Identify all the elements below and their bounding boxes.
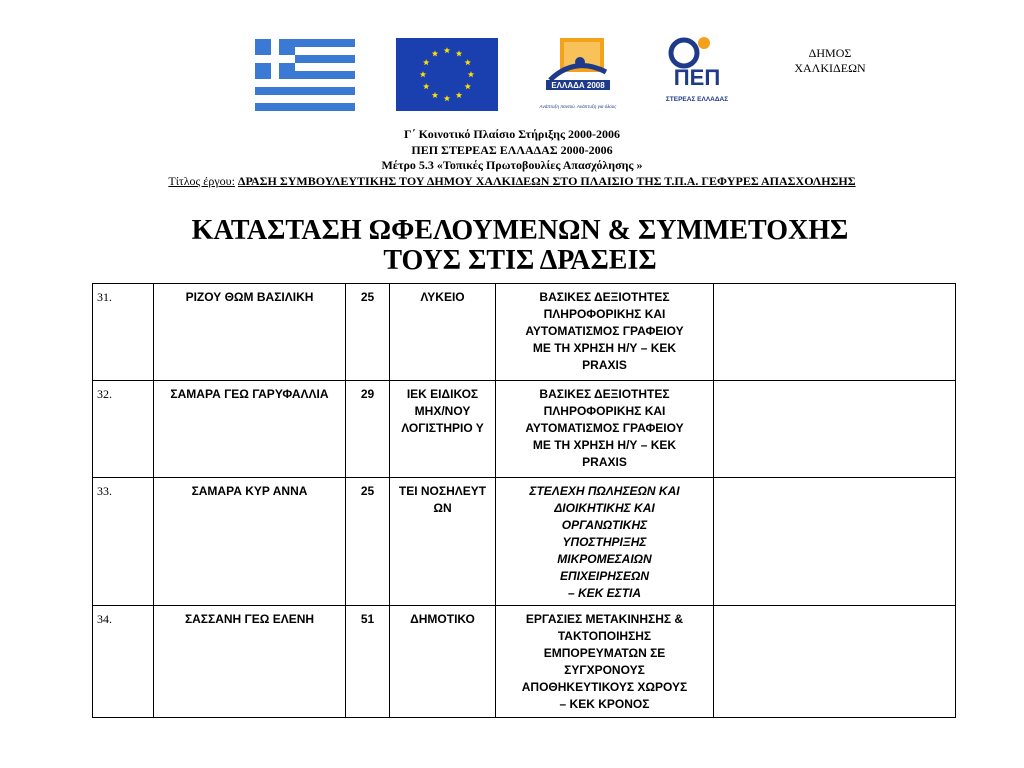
activity-line: ΠΛΗΡΟΦΟΡΙΚΗΣ ΚΑΙ (543, 307, 666, 321)
activity-line: ΜΙΚΡΟΜΕΣΑΙΩΝ (557, 552, 652, 566)
table-row (93, 478, 956, 606)
eu-flag (396, 38, 498, 111)
header-program: ΠΕΠ ΣΤΕΡΕΑΣ ΕΛΛΑΔΑΣ 2000-2006 (411, 142, 613, 157)
project-title (0, 174, 1024, 190)
pep-logo-subtitle: ΣΤΕΡΕΑΣ ΕΛΛΑΔΑΣ (665, 96, 729, 103)
pep-logo-title: ΠΕΠ (673, 65, 721, 90)
beneficiary-name: ΣΑΜΑΡΑ ΚΥΡ ΑΝΝΑ (154, 478, 346, 606)
beneficiary-age: 25 (346, 284, 390, 381)
greek-flag (255, 39, 355, 111)
page-title-line1: ΚΑΤΑΣΤΑΣΗ ΩΦΕΛΟΥΜΕΝΩΝ & ΣΥΜΜΕΤΟΧΗΣ (191, 215, 849, 246)
activity-line: ΥΠΟΣΤΗΡΙΞΗΣ (562, 535, 647, 549)
table-row (93, 284, 956, 381)
activity-line: – ΚΕΚ ΕΣΤΙΑ (567, 586, 642, 600)
header-measure: Μέτρο 5.3 «Τοπικές Πρωτοβουλίες Απασχόλησης » (381, 158, 643, 172)
activity-line: PRAXIS (582, 358, 627, 372)
activity-line: ΑΥΤΟΜΑΤΙΣΜΟΣ ΓΡΑΦΕΙΟΥ (525, 324, 684, 338)
page-title (0, 216, 1024, 276)
activity-line: ΒΑΣΙΚΕΣ ΔΕΞΙΟΤΗΤΕΣ (539, 290, 670, 304)
empty-cell (714, 284, 956, 381)
beneficiary-age: 29 (346, 381, 390, 478)
beneficiary-age: 25 (346, 478, 390, 606)
header-framework: Γ΄ Κοινοτικό Πλαίσιο Στήριξης 2000-2006 (404, 127, 620, 141)
table-row (93, 606, 956, 718)
activity-line: ΜΕ ΤΗ ΧΡΗΣΗ Η/Υ – ΚΕΚ (532, 341, 677, 355)
row-number: 32. (93, 381, 154, 478)
activity-line: ΣΥΓΧΡΟΝΟΥΣ (564, 663, 645, 677)
row-number: 31. (93, 284, 154, 381)
beneficiary-activity (496, 381, 714, 478)
empty-cell (714, 606, 956, 718)
pep-logo (664, 35, 730, 111)
logo-2008-slogan: Ανάπτυξη παντού. Ανάπτυξη για όλους (539, 104, 617, 109)
empty-cell (714, 381, 956, 478)
activity-line: ΑΥΤΟΜΑΤΙΣΜΟΣ ΓΡΑΦΕΙΟΥ (525, 421, 684, 435)
activity-line: ΔΙΟΙΚΗΤΙΚΗΣ ΚΑΙ (554, 501, 655, 515)
activity-line: ΕΠΙΧΕΙΡΗΣΕΩΝ (559, 569, 650, 583)
program-header (0, 127, 1024, 189)
page-title-line2: ΤΟΥΣ ΣΤΙΣ ΔΡΑΣΕΙΣ (383, 245, 657, 276)
greece-2008-logo (520, 36, 630, 114)
activity-line: ΑΠΟΘΗΚΕΥΤΙΚΟΥΣ ΧΩΡΟΥΣ (521, 680, 688, 694)
activity-line: ΜΕ ΤΗ ΧΡΗΣΗ Η/Υ – ΚΕΚ (532, 438, 677, 452)
activity-line: ΒΑΣΙΚΕΣ ΔΕΞΙΟΤΗΤΕΣ (539, 387, 670, 401)
beneficiary-education: ΔΗΜΟΤΙΚΟ (390, 606, 496, 718)
activity-line: ΤΑΚΤΟΠΟΙΗΣΗΣ (557, 629, 652, 643)
municipality-line2: ΧΑΛΚΙΔΕΩΝ (794, 61, 866, 75)
beneficiary-education: ΛΥΚΕΙΟ (390, 284, 496, 381)
beneficiary-name: ΣΑΣΣΑΝΗ ΓΕΩ ΕΛΕΝΗ (154, 606, 346, 718)
activity-line: – ΚΕΚ ΚΡΟΝΟΣ (559, 697, 650, 711)
beneficiary-activity (496, 284, 714, 381)
row-number: 33. (93, 478, 154, 606)
project-title-prefix: Τίτλος έργου: (168, 173, 235, 188)
municipality-line1: ΔΗΜΟΣ (808, 46, 852, 60)
empty-cell (714, 478, 956, 606)
beneficiary-name: ΣΑΜΑΡΑ ΓΕΩ ΓΑΡΥΦΑΛΛΙΑ (154, 381, 346, 478)
beneficiary-age: 51 (346, 606, 390, 718)
beneficiaries-table (92, 283, 956, 718)
activity-line: ΟΡΓΑΝΩΤΙΚΗΣ (561, 518, 648, 532)
project-title-text: ΔΡΑΣΗ ΣΥΜΒΟΥΛΕΥΤΙΚΗΣ ΤΟΥ ΔΗΜΟΥ ΧΑΛΚΙΔΕΩΝ ΣΤΟ ΠΛΑΙΣΙΟ ΤΗΣ Τ.Π.Α. ΓΕΦΥΡΕΣ ΑΠΑΣΧΟΛΗΣΗΣ (237, 173, 856, 188)
row-number: 34. (93, 606, 154, 718)
activity-line: ΣΤΕΛΕΧΗ ΠΩΛΗΣΕΩΝ ΚΑΙ (529, 484, 680, 498)
activity-line: ΠΛΗΡΟΦΟΡΙΚΗΣ ΚΑΙ (543, 404, 666, 418)
activity-line: PRAXIS (582, 455, 627, 469)
table-row (93, 381, 956, 478)
beneficiary-activity (496, 606, 714, 718)
beneficiary-name: ΡΙΖΟΥ ΘΩΜ ΒΑΣΙΛΙΚΗ (154, 284, 346, 381)
beneficiary-education: ΤΕΙ ΝΟΣΗΛΕΥΤ ΩΝ (390, 478, 496, 606)
beneficiary-education: ΙΕΚ ΕΙΔΙΚΟΣ ΜΗΧ/ΝΟΥ ΛΟΓΙΣΤΗΡΙΟ Υ (390, 381, 496, 478)
municipality-name (770, 46, 890, 76)
activity-line: ΕΡΓΑΣΙΕΣ ΜΕΤΑΚΙΝΗΣΗΣ & (525, 612, 684, 626)
logo-2008-title: ΕΛΛΑΔΑ 2008 (551, 81, 605, 90)
activity-line: ΕΜΠΟΡΕΥΜΑΤΩΝ ΣΕ (543, 646, 666, 660)
beneficiary-activity (496, 478, 714, 606)
